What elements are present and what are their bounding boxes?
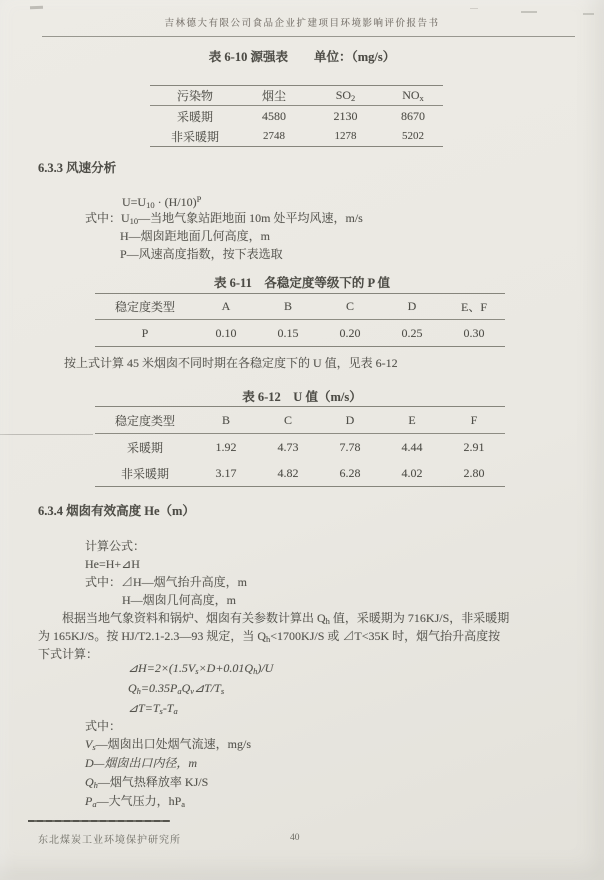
calc-formula-label: 计算公式： — [85, 539, 146, 553]
formula-where-h: H—烟囱距地面几何高度，m — [120, 229, 271, 243]
table-6-10-title — [0, 50, 604, 65]
table-row: 非采暖期 2748 1278 5202 — [170, 129, 424, 144]
where-label-2: 式中： — [85, 719, 122, 733]
scan-line-left-edge — [0, 434, 93, 435]
scan-smudge-top-left — [30, 6, 43, 9]
section-heading-634: 6.3.4 烟囱有效高度 He（m） — [38, 504, 195, 518]
table-6-10 — [150, 85, 443, 147]
formula-he: He=H+⊿H — [85, 557, 140, 571]
header-rule — [42, 36, 575, 37]
table-6-12-title: 表 6-12 U 值（m/s） — [242, 390, 362, 404]
section-heading-633: 6.3.3 风速分析 — [38, 161, 117, 175]
formula-where-dh: 式中：⊿H—烟气抬升高度，m — [85, 575, 248, 589]
table-6-10-caption: 表 6-10 源强表 — [208, 50, 288, 64]
table-row: 非采暖期 3.17 4.82 6.28 4.02 2.80 — [120, 465, 485, 481]
table-6-11-header-row: 稳定度类型 A B C D E、F — [95, 294, 505, 320]
def-pa: $P_a—$大气压力，$hP_a$ — [85, 794, 186, 809]
page-header-title: 吉林德大有限公司食品企业扩建项目环境影响评价报告书 — [164, 19, 440, 29]
formula-delta-t: $⊿T=T_s-T_a$ — [128, 701, 178, 716]
table-6-10-unit: 单位：（mg/s） — [313, 50, 396, 64]
footer-rule — [28, 820, 170, 822]
paragraph-line-3: 下式计算： — [38, 647, 99, 661]
col-nox: $NO_x$ — [402, 88, 424, 103]
footer-organization: 东北煤炭工业环境保护研究所 — [38, 835, 181, 846]
table-6-11-title: 表 6-11 各稳定度等级下的 P 值 — [213, 276, 391, 290]
col-so2: $SO_2$ — [335, 88, 356, 103]
formula-delta-h: $⊿H=2\times(1.5V_s\times D+0.01Q_h)/U$ — [128, 661, 274, 676]
def-qh: $Q_h—$烟气热释放率 KJ/S — [85, 775, 209, 790]
page-number: 40 — [290, 833, 300, 843]
def-vs: $V_s—$烟囱出口处烟气流速，mg/s — [85, 737, 251, 752]
scan-dash-top-1 — [470, 8, 478, 9]
formula-qh: $Q_h=0.35P_aQ_v⊿T/T_s$ — [128, 681, 225, 696]
table-row: P 0.10 0.15 0.20 0.25 0.30 — [141, 325, 485, 340]
col-pollutant: 污染物 — [176, 89, 213, 103]
table-6-12 — [95, 406, 505, 487]
table-row: 采暖期 1.92 4.73 7.78 4.44 2.91 — [126, 439, 485, 455]
table-row: 采暖期 4580 2130 8670 — [176, 108, 425, 124]
paragraph-line-2: 为 165KJ/S。按 HJ/T2.1-2.3—93 规定，当 $Q_h<1700KJ/S$ 或 ⊿T<35K 时，烟气抬升高度按 — [38, 629, 501, 644]
table-6-11 — [95, 293, 505, 347]
col-smoke-dust: 烟尘 — [261, 89, 286, 103]
paragraph-line-1: 根据当地气象资料和锅炉、烟囱有关参数计算出 $Q_h$ 值，采暖期为 716KJ/S，非采暖期 — [62, 611, 510, 626]
table-6-12-header-row: 稳定度类型 B C D E F — [95, 407, 505, 434]
formula-wind-speed: $U=U_{10} \cdot (H/10)^P$ — [122, 194, 202, 210]
between-tables-text: 按上式计算 45 米烟囱不同时期在各稳定度下的 U 值，见表 6-12 — [64, 356, 398, 370]
scan-dash-top-2 — [521, 11, 537, 13]
scan-dash-top-3 — [583, 13, 594, 15]
formula-where-u10: 式中：$U_{10}—$当地气象站距地面 10m 处平均风速，m/s — [85, 211, 363, 226]
formula-where-p: P—风速高度指数，按下表选取 — [120, 247, 283, 261]
table-6-10-header-row — [150, 86, 443, 106]
formula-where-h2: H—烟囱几何高度，m — [122, 593, 237, 607]
def-d: D—烟囱出口内径，m — [85, 756, 198, 770]
